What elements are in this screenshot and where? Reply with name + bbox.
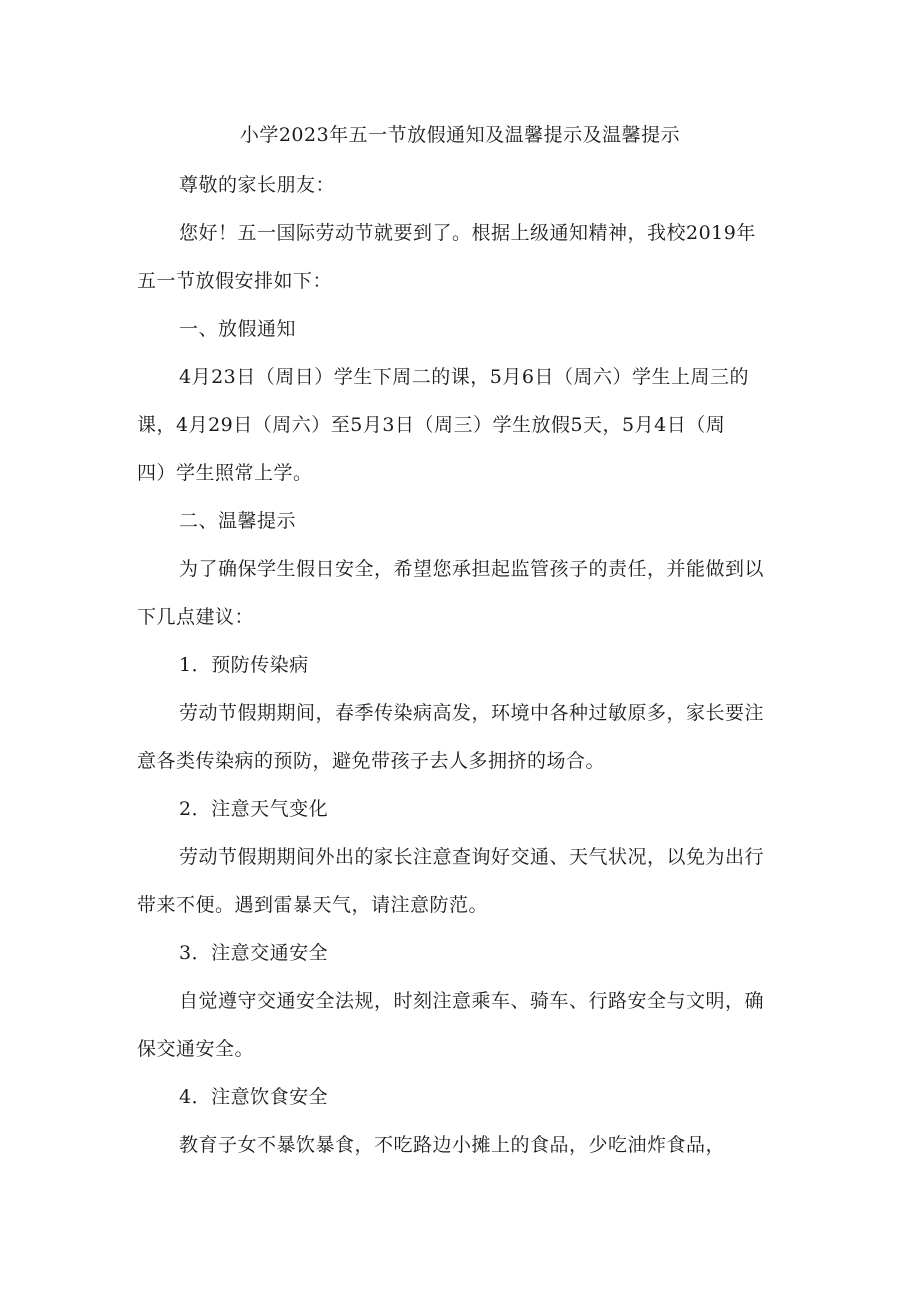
tip-heading-4: 4．注意饮食安全 — [179, 1086, 329, 1108]
section-heading-holiday-notice: 一、放假通知 — [179, 318, 297, 340]
document-body — [137, 161, 787, 1169]
tip-1-line-1: 劳动节假期期间，春季传染病高发，环境中各种过敏原多，家长要注 — [179, 702, 765, 724]
holiday-schedule-line-2: 课，4月29日（周六）至5月3日（周三）学生放假5天，5月4日（周 — [137, 414, 726, 436]
intro-line-2: 五一节放假安排如下： — [137, 270, 333, 292]
holiday-schedule-line-1: 4月23日（周日）学生下周二的课，5月6日（周六）学生上周三的 — [179, 366, 749, 388]
salutation: 尊敬的家长朋友： — [179, 174, 336, 196]
tip-heading-2: 2．注意天气变化 — [179, 798, 329, 820]
holiday-schedule-line-3: 四）学生照常上学。 — [137, 462, 313, 484]
intro-line-1: 您好！五一国际劳动节就要到了。根据上级通知精神，我校2019年 — [179, 222, 756, 244]
tip-4-line-1: 教育子女不暴饮暴食，不吃路边小摊上的食品，少吃油炸食品， — [179, 1134, 726, 1156]
tip-2-line-2: 带来不便。遇到雷暴天气，请注意防范。 — [137, 894, 489, 916]
document-title: 小学2023年五一节放假通知及温馨提示及温馨提示 — [239, 124, 681, 146]
tip-2-line-1: 劳动节假期期间外出的家长注意查询好交通、天气状况，以免为出行 — [179, 846, 765, 868]
tip-3-line-1: 自觉遵守交通安全法规，时刻注意乘车、骑车、行路安全与文明，确 — [179, 990, 765, 1012]
section-heading-reminders: 二、温馨提示 — [179, 510, 297, 532]
tip-heading-1: 1．预防传染病 — [179, 654, 309, 676]
tip-heading-3: 3．注意交通安全 — [179, 942, 329, 964]
reminders-intro-line-1: 为了确保学生假日安全，希望您承担起监管孩子的责任，并能做到以 — [179, 558, 765, 580]
tip-3-line-2: 保交通安全。 — [137, 1038, 255, 1060]
reminders-intro-line-2: 下几点建议： — [137, 606, 255, 628]
tip-1-line-2: 意各类传染病的预防，避免带孩子去人多拥挤的场合。 — [137, 750, 606, 772]
